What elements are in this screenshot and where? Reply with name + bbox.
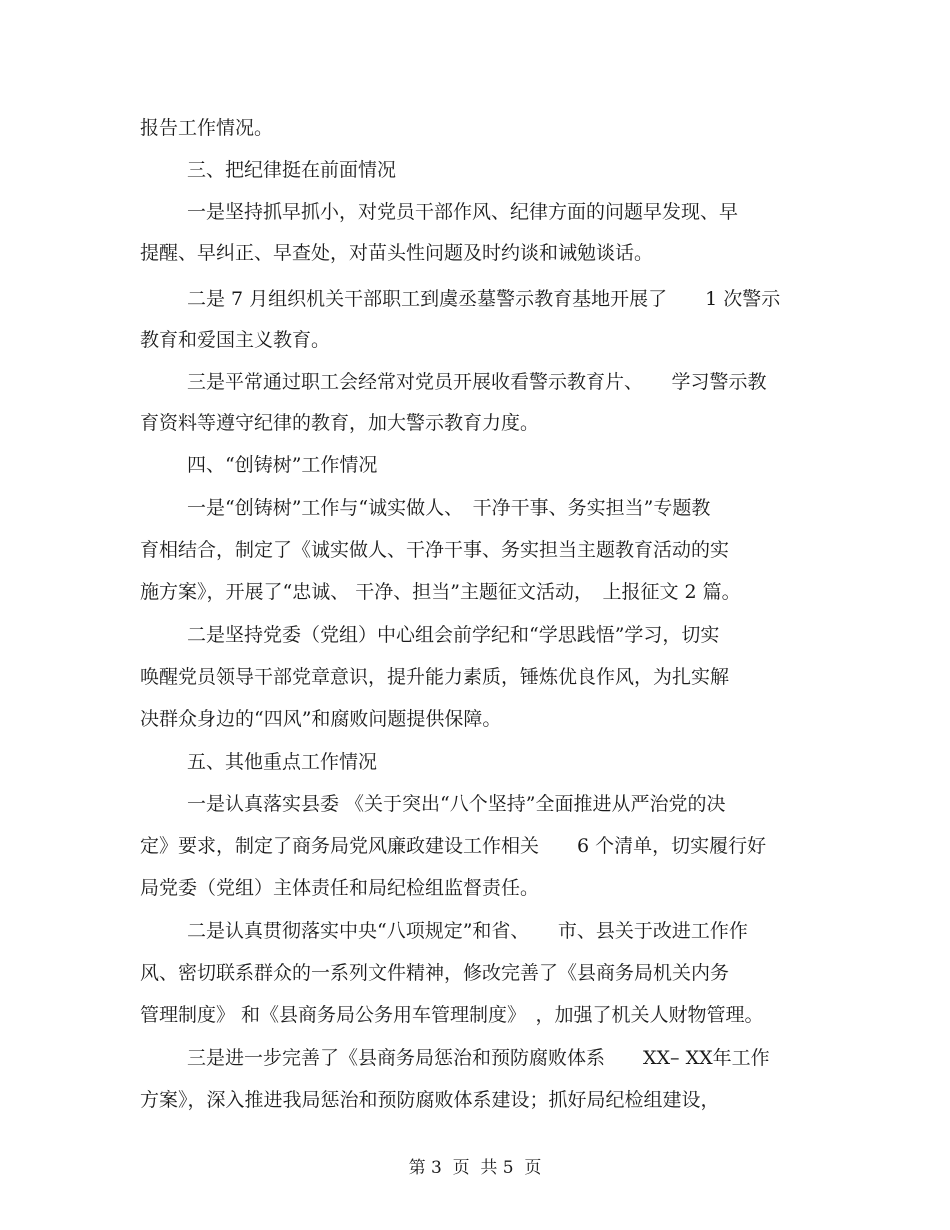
paragraph-line: 三是平常通过职工会经常对党员开展收看警示教育片、 学习警示教 bbox=[187, 371, 767, 393]
paragraph-line: 育相结合，制定了《诚实做人、干净干事、务实担当主题教育活动的实 bbox=[140, 539, 730, 561]
paragraph-line: 决群众身边的“四风”和腐败问题提供保障。 bbox=[140, 708, 502, 730]
paragraph-line: 一是“创铸树”工作与“诚实做人、 干净干事、务实担当”专题教 bbox=[187, 497, 711, 519]
paragraph-line: 定》要求，制定了商务局党风廉政建设工作相关 6 个清单，切实履行好 bbox=[140, 835, 767, 857]
section-heading: 四、“创铸树”工作情况 bbox=[187, 454, 378, 476]
paragraph-line: 教育和爱国主义教育。 bbox=[140, 329, 331, 351]
paragraph-line: 二是认真贯彻落实中央“八项规定”和省、 市、县关于改进工作作 bbox=[187, 920, 748, 942]
paragraph-line: 二是坚持党委（党组）中心组会前学纪和“学思践悟”学习，切实 bbox=[187, 624, 720, 646]
section-heading: 五、其他重点工作情况 bbox=[187, 751, 378, 773]
paragraph-line: 管理制度》 和《县商务局公务用车管理制度》 ，加强了机关人财物管理。 bbox=[140, 1004, 764, 1026]
paragraph-line: 二是 7 月组织机关干部职工到虞丞墓警示教育基地开展了 1 次警示 bbox=[187, 288, 781, 310]
paragraph-line: 方案》，深入推进我局惩治和预防腐败体系建设；抓好局纪检组建设， bbox=[140, 1089, 720, 1111]
paragraph-line: 报告工作情况。 bbox=[140, 117, 274, 139]
paragraph-line: 局党委（党组）主体责任和局纪检组监督责任。 bbox=[140, 877, 540, 899]
page-number-footer: 第 3 页 共 5 页 bbox=[408, 1158, 542, 1178]
paragraph-line: 三是进一步完善了《县商务局惩治和预防腐败体系 XX– XX年工作 bbox=[187, 1047, 770, 1069]
paragraph-line: 提醒、早纠正、早查处，对苗头性问题及时约谈和诫勉谈话。 bbox=[140, 242, 654, 264]
paragraph-line: 育资料等遵守纪律的教育，加大警示教育力度。 bbox=[140, 412, 540, 434]
section-heading: 三、把纪律挺在前面情况 bbox=[187, 159, 397, 181]
paragraph-line: 一是坚持抓早抓小，对党员干部作风、纪律方面的问题早发现、早 bbox=[187, 201, 739, 223]
paragraph-line: 施方案》，开展了“忠诚、 干净、担当”主题征文活动， 上报征文 2 篇。 bbox=[140, 581, 741, 603]
paragraph-line: 唤醒党员领导干部党章意识，提升能力素质，锤炼优良作风，为扎实解 bbox=[140, 666, 730, 688]
paragraph-line: 一是认真落实县委 《关于突出“八个坚持”全面推进从严治党的决 bbox=[187, 793, 726, 815]
paragraph-line: 风、密切联系群众的一系列文件精神，修改完善了《县商务局机关内务 bbox=[140, 962, 730, 984]
